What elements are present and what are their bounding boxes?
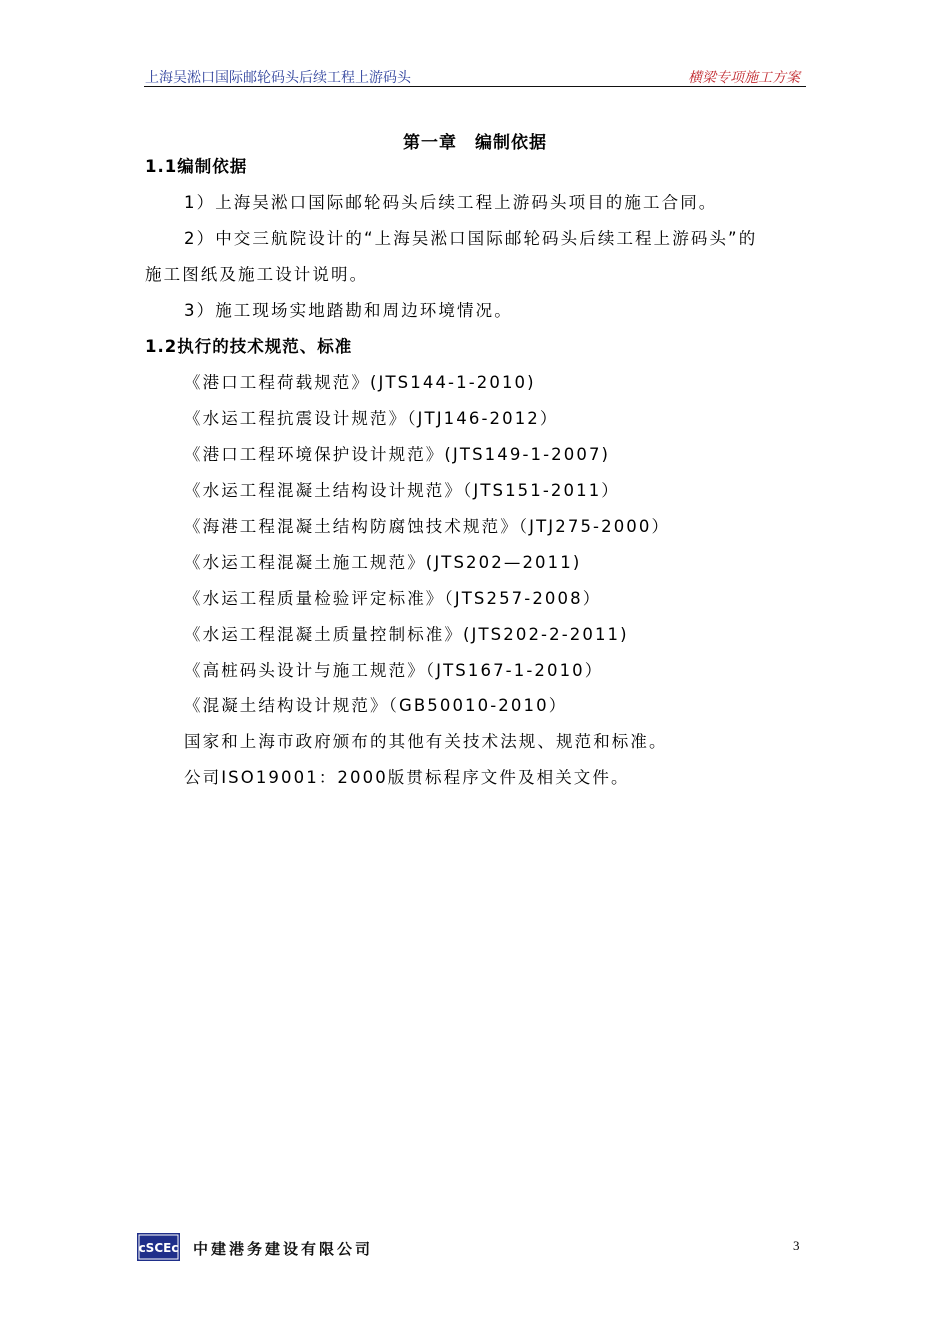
standard-item: 《水运工程抗震设计规范》（JTJ146-2012） bbox=[184, 409, 559, 428]
standard-item: 《水运工程混凝土质量控制标准》(JTS202-2-2011) bbox=[184, 625, 629, 644]
standard-item: 《高桩码头设计与施工规范》（JTS167-1-2010） bbox=[184, 661, 604, 680]
page-number: 3 bbox=[793, 1238, 800, 1253]
section-heading-1-1: 1.1编制依据 bbox=[145, 157, 248, 176]
standard-item: 《港口工程荷载规范》(JTS144-1-2010) bbox=[184, 373, 536, 392]
section-heading-1-2: 1.2执行的技术规范、标准 bbox=[145, 337, 353, 356]
basis-item-1: 1）上海吴淞口国际邮轮码头后续工程上游码头项目的施工合同。 bbox=[184, 193, 718, 212]
header-project-title: 上海吴淞口国际邮轮码头后续工程上游码头 bbox=[145, 70, 411, 86]
standard-item: 公司ISO19001：2000版贯标程序文件及相关文件。 bbox=[184, 768, 630, 787]
cscec-logo-icon bbox=[137, 1233, 180, 1261]
basis-item-2-continued: 施工图纸及施工设计说明。 bbox=[145, 265, 369, 284]
standard-item: 《混凝土结构设计规范》（GB50010-2010） bbox=[184, 696, 568, 715]
basis-item-3: 3）施工现场实地踏勘和周边环境情况。 bbox=[184, 301, 513, 320]
header-divider bbox=[144, 86, 806, 87]
logo-text: cSCEc bbox=[138, 1241, 179, 1255]
standard-item: 《水运工程混凝土结构设计规范》（JTS151-2011） bbox=[184, 481, 620, 500]
basis-item-2: 2）中交三航院设计的“上海吴淞口国际邮轮码头后续工程上游码头”的 bbox=[184, 229, 758, 248]
chapter-title: 第一章 编制依据 bbox=[403, 133, 547, 153]
standard-item: 《海港工程混凝土结构防腐蚀技术规范》（JTJ275-2000） bbox=[184, 517, 671, 536]
standard-item: 国家和上海市政府颁布的其他有关技术法规、规范和标准。 bbox=[184, 732, 668, 751]
standard-item: 《水运工程混凝土施工规范》(JTS202—2011) bbox=[184, 553, 582, 572]
header-document-type: 横梁专项施工方案 bbox=[688, 70, 800, 86]
footer-company-name: 中建港务建设有限公司 bbox=[193, 1240, 374, 1258]
standard-item: 《水运工程质量检验评定标准》（JTS257-2008） bbox=[184, 589, 602, 608]
standard-item: 《港口工程环境保护设计规范》(JTS149-1-2007) bbox=[184, 445, 611, 464]
